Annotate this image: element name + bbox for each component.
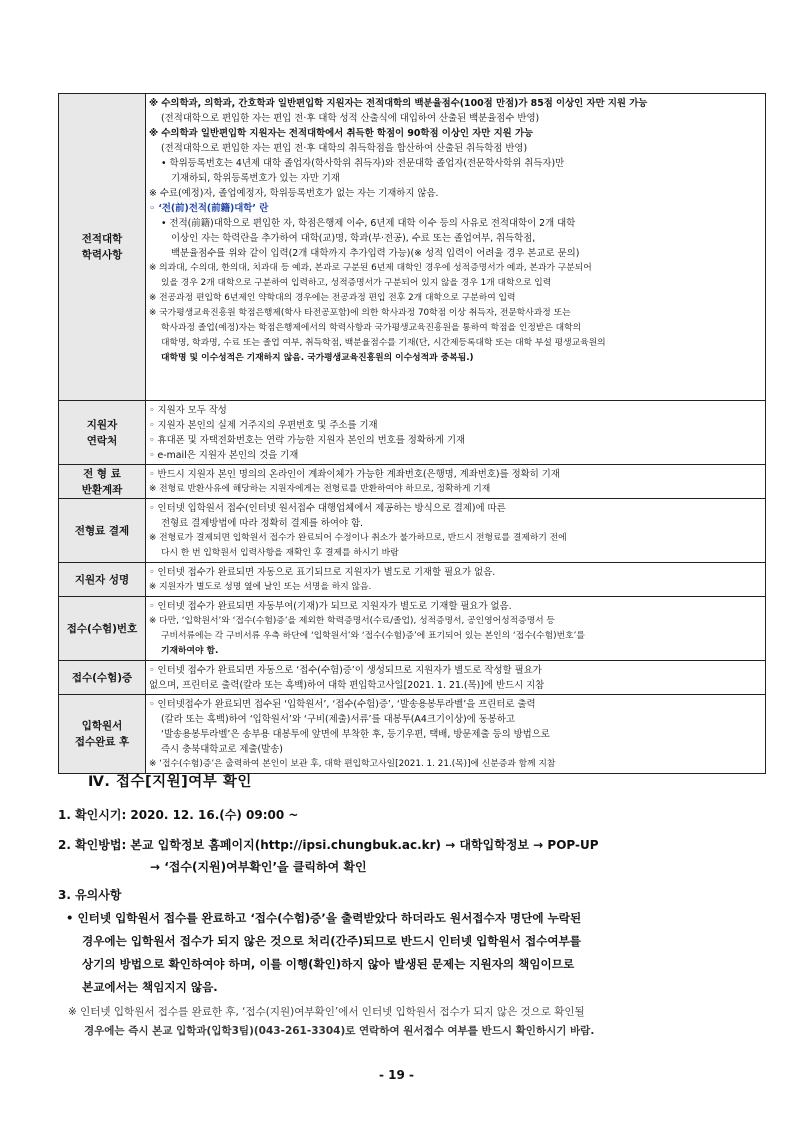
row-header-label: 접수(수험)번호 xyxy=(66,622,138,635)
text-line: 백분율점수를 위와 같이 입력(2개 대학까지 추가입력 가능)(※ 성적 입력이 어려울 경우 본교로 문의) xyxy=(171,248,580,259)
text-line: 학사과정 졸업(예정)자는 학점은행제에서의 학력사항과 국가평생교육진흥원을 통하여 학점을 인정받은 대학의 xyxy=(161,323,582,333)
text-line: (전적대학으로 편입한 자는 편입 전·후 대학의 취득학점을 합산하여 산출된 취득학점 반영) xyxy=(161,143,528,154)
text-line: 대학명 및 이수성적은 기재하지 않음. 국가평생교육진흥원의 이수성적과 중복됨.) xyxy=(161,353,474,363)
row-header-label: 전적대학 xyxy=(81,233,123,245)
text-line: ◦ 반드시 지원자 본인 명의의 온라인이 계좌이체가 가능한 계좌번호(은행명, 계좌번호)를 정확히 기재 xyxy=(149,469,560,480)
text-line: 다시 한 번 입학원서 입력사항을 재확인 후 결제를 하시기 바람 xyxy=(161,548,399,558)
page-number: - 19 - xyxy=(378,1068,414,1082)
row-header-applicant-name xyxy=(59,563,146,597)
text-line: 구비서류에는 각 구비서류 우측 하단에 ‘입학원서’와 ‘접수(수험)증’에 표기되어 있는 본인의 ‘접수(수험)번호’를 xyxy=(161,631,585,641)
row-content-contact xyxy=(146,401,766,465)
text-line: ◦ e-mail은 지원자 본인의 것을 기재 xyxy=(149,450,299,461)
text-line: ※ ‘접수(수험)증’은 출력하여 본인이 보관 후, 대학 편입학고사일[2021. 1. 21.(목)]에 신분증과 함께 지참 xyxy=(149,759,556,769)
row-header-label: 지원자 xyxy=(86,418,118,431)
text-line: • 전적(前籍)대학으로 편입한 자, 학점은행제 이수, 6년제 대학 이수 등의 사유로 전적대학이 2개 대학 xyxy=(161,218,576,229)
text-line: (칼라 또는 흑백)하여 ‘입학원서’와 ‘구비(제출)서류’를 대봉투(A4크기이상)에 동봉하고 xyxy=(161,714,515,725)
text-line: ※ 수료(예정)자, 졸업예정자, 학위등록번호가 없는 자는 기재하지 않음. xyxy=(149,188,439,199)
text-line: ※ 수의학과 일반편입학 지원자는 전적대학에서 취득한 학점이 90학점 이상인 자만 지원 가능 xyxy=(149,128,534,139)
table-row xyxy=(59,465,766,499)
text-line: ‘발송용봉투라벨’은 송부용 대봉투에 앞면에 부착한 후, 등기우편, 택배, 방문제출 등의 방법으로 xyxy=(161,729,550,740)
text-line: ※ 전형료 반환사유에 해당하는 지원자에게는 전형료를 반환하여야 하므로, 정확하게 기재 xyxy=(149,484,491,494)
row-header-label: 학력사항 xyxy=(81,249,123,261)
text-line: ◦ 인터넷 접수가 완료되면 자동으로 표기되므로 지원자가 별도로 기재할 필요가 없음. xyxy=(149,567,496,578)
note-bullet: • 인터넷 입학원서 접수를 완료하고 ‘접수(수험)증’을 출력받았다 하더라도 원서접수자 명단에 누락된 xyxy=(66,911,582,925)
check-period: 1. 확인시기: 2020. 12. 16.(수) 09:00 ~ xyxy=(58,808,299,822)
subheading-prior-prior-college: ◦ ‘전(前)전적(前籍)대학’ 란 xyxy=(149,203,269,214)
text-line: ※ 지원자가 별도로 성명 옆에 날인 또는 서명을 하지 않음. xyxy=(149,582,372,592)
text-line: 기재하되, 학위등록번호가 있는 자만 기재 xyxy=(171,173,340,184)
row-content-exam-number xyxy=(146,597,766,661)
text-line: 기재하여야 함. xyxy=(161,646,219,656)
text-line: ◦ 인터넷 접수가 완료되면 자동으로 ‘접수(수험)증’이 생성되므로 지원자가 별도로 작성할 필요가 xyxy=(149,665,542,676)
table-row xyxy=(59,563,766,597)
text-line: ◦ 인터넷 접수가 완료되면 자동부여(기재)가 되므로 지원자가 별도로 기재할 필요가 없음. xyxy=(149,601,512,612)
text-line: 없으며, 프린터로 출력(칼라 또는 흑백)하여 대학 편입학고사일[2021. 1. 21.(목)]에 반드시 지참 xyxy=(149,680,545,691)
text-line: ◦ 휴대폰 및 자택전화번호는 연락 가능한 지원자 본인의 번호를 정확하게 기재 xyxy=(149,435,466,446)
text-line: ※ 수의학과, 의학과, 간호학과 일반편입학 지원자는 전적대학의 백분율점수(100점 만점)가 85점 이상인 자만 지원 가능 xyxy=(149,98,648,109)
table-row xyxy=(59,401,766,465)
footnote: ※ 인터넷 입학원서 접수를 완료한 후, ‘접수(지원)여부확인’에서 인터넷 입학원서 접수가 되지 않은 것으로 확인될 xyxy=(68,1006,585,1018)
text-line: ※ 전공과정 편입학 6년제인 약학대의 경우에는 전공과정 편입 전후 2개 대학으로 구분하여 입력 xyxy=(149,293,516,303)
note-bullet-line: 경우에는 입학원서 접수가 되지 않은 것으로 처리(간주)되므로 반드시 인터넷 입학원서 접수여부를 xyxy=(82,934,581,948)
row-header-fee-payment xyxy=(59,499,146,563)
table-row xyxy=(59,499,766,563)
notes-heading: 3. 유의사항 xyxy=(58,888,122,902)
text-line: 즉시 충북대학교로 제출(발송) xyxy=(161,744,283,755)
table-row xyxy=(59,661,766,695)
text-line: ※ 의과대, 수의대, 한의대, 치과대 등 예과, 본과로 구분된 6년제 대학인 경우에 성적증명서가 예과, 본과가 구분되어 xyxy=(149,263,592,273)
text-line: 이상인 자는 학력란을 추가하여 대학(교)명, 학과(부·전공), 수료 또는 졸업여부, 취득학점, xyxy=(171,233,536,244)
check-method: 2. 확인방법: 본교 입학정보 홈페이지(http://ipsi.chungbuk.ac.kr) → 대학입학정보 → POP-UP xyxy=(58,838,599,852)
row-header-exam-ticket xyxy=(59,661,146,695)
row-header-label: 연락처 xyxy=(86,434,118,447)
text-line: (전적대학으로 편입한 자는 편입 전·후 대학 성적 산출식에 대입하여 산출된 백분율점수 반영) xyxy=(161,113,540,124)
text-line: • 학위등록번호는 4년제 대학 졸업자(학사학위 취득자)와 전문대학 졸업자(전문학사학위 취득자)만 xyxy=(161,158,565,169)
row-header-label: 접수(수험)증 xyxy=(71,671,133,684)
row-content-refund-account xyxy=(146,465,766,499)
text-line: ※ 국가평생교육진흥원 학점은행제(학사 타전공포함)에 의한 학사과정 70학점 이상 취득자, 전문학사과정 또는 xyxy=(149,308,571,318)
text-line: 대학명, 학과명, 수료 또는 졸업 여부, 취득학점, 백분율점수를 기재(단, 시간제등록대학 또는 대학 부설 평생교육원의 xyxy=(161,338,606,348)
row-header-prior-college xyxy=(59,94,146,401)
row-header-label: 전 형 료 xyxy=(83,467,121,480)
text-line: ◦ 지원자 모두 작성 xyxy=(149,405,227,416)
table-row xyxy=(59,695,766,774)
row-content-fee-payment xyxy=(146,499,766,563)
row-header-exam-number xyxy=(59,597,146,661)
row-header-contact xyxy=(59,401,146,465)
text-line: ◦ 지원자 본인의 실제 거주지의 우편번호 및 주소를 기재 xyxy=(149,420,378,431)
footnote-line: 경우에는 즉시 본교 입학과(입학3팀)(043-261-3304)로 연락하여 원서접수 여부를 반드시 확인하시기 바람. xyxy=(84,1025,595,1037)
table-row xyxy=(59,94,766,401)
text-line: ※ 전형료가 결제되면 입학원서 접수가 완료되어 수정이나 취소가 불가하므로, 반드시 전형료를 결제하기 전에 xyxy=(149,533,567,543)
row-header-label: 입학원서 xyxy=(81,720,123,732)
note-bullet-line: 본교에서는 책임지지 않음. xyxy=(82,980,218,994)
row-header-refund-account xyxy=(59,465,146,499)
section-title: Ⅳ. 접수[지원]여부 확인 xyxy=(88,774,252,790)
row-header-label: 전형료 결제 xyxy=(74,524,130,537)
text-line: ※ 다만, ‘입학원서’와 ‘접수(수험)증’을 제외한 학력증명서(수료/졸업), 성적증명서, 공인영어성적증명서 등 xyxy=(149,616,555,626)
check-method-continued: → ‘접수(지원)여부확인’을 클릭하여 확인 xyxy=(150,860,367,874)
row-content-applicant-name xyxy=(146,563,766,597)
note-bullet-line: 상기의 방법으로 확인하여야 하며, 이를 이행(확인)하지 않아 발생된 문제는 지원자의 책임이므로 xyxy=(82,957,575,971)
text-line: 전형료 결제방법에 따라 정확히 결제를 하여야 함. xyxy=(161,518,363,529)
text-line: ◦ 인터넷 입학원서 접수(인터넷 원서접수 대행업체에서 제공하는 방식으로 결제)에 따른 xyxy=(149,503,506,514)
row-header-label: 접수완료 후 xyxy=(74,736,130,748)
text-line: ◦ 인터넷접수가 완료되면 접수된 ‘입학원서’, ‘접수(수험)증’, ‘발송용봉투라벨’을 프린터로 출력 xyxy=(149,699,536,710)
row-content-after-submission xyxy=(146,695,766,774)
row-content-exam-ticket xyxy=(146,661,766,695)
row-header-after-submission xyxy=(59,695,146,774)
table-row xyxy=(59,597,766,661)
row-content-prior-college xyxy=(146,94,766,401)
text-line: 있을 경우 2개 대학으로 구분하여 입력하고, 성적증명서가 구분되어 있지 않을 경우 1개 대학으로 입력 xyxy=(161,278,552,288)
instruction-table xyxy=(58,93,766,774)
row-header-label: 반환계좌 xyxy=(81,483,123,496)
row-header-label: 지원자 성명 xyxy=(74,573,130,586)
